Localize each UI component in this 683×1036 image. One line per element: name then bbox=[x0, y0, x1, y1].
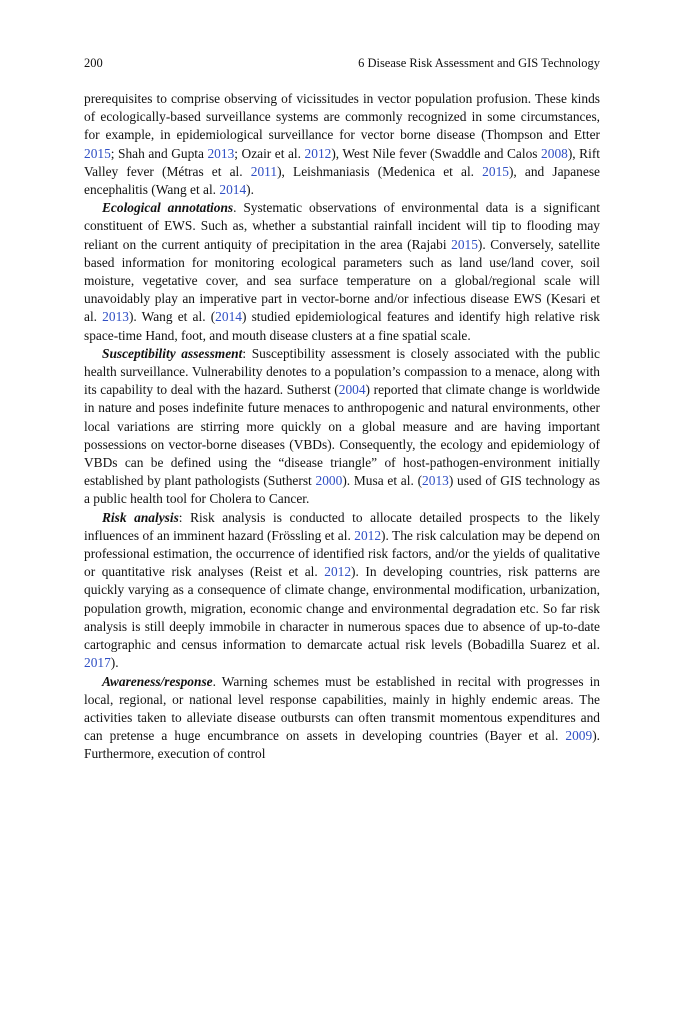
citation-link[interactable]: 2012 bbox=[354, 527, 382, 543]
citation-link[interactable]: 2015 bbox=[451, 236, 478, 252]
text-run: ) used of GIS technology as a public health tool for Cholera to Cancer. bbox=[84, 473, 600, 507]
page-number: 200 bbox=[84, 56, 103, 70]
citation-link[interactable]: 2000 bbox=[315, 473, 343, 489]
text-run: ). The risk calculation may be depend on professional estimation, the occurrence of identified risk factors, and/or the yields of qualitative or quantitative risk analyses (Reist et al. bbox=[84, 527, 600, 580]
text-run: ), Rift Valley fever (Métras et al. bbox=[84, 145, 601, 179]
citation-link[interactable]: 2014 bbox=[215, 309, 242, 325]
section-term: Risk analysis bbox=[102, 509, 179, 525]
text-run: ), Leishmaniasis (Medenica et al. bbox=[277, 163, 483, 179]
text-run: ). Wang et al. ( bbox=[128, 309, 216, 325]
text-run: ; Ozair et al. bbox=[234, 145, 305, 161]
section-term: Susceptibility assessment bbox=[102, 345, 243, 361]
text-run: ; Shah and Gupta bbox=[110, 145, 208, 161]
text-run: ). bbox=[110, 655, 119, 671]
citation-link[interactable]: 2011 bbox=[250, 163, 278, 179]
text-run: ). Furthermore, execution of control bbox=[84, 728, 600, 762]
citation-link[interactable]: 2012 bbox=[304, 145, 332, 161]
citation-link[interactable]: 2009 bbox=[565, 728, 593, 744]
citation-link[interactable]: 2015 bbox=[482, 163, 509, 179]
citation-link[interactable]: 2013 bbox=[102, 309, 129, 325]
text-run: prerequisites to comprise observing of vicissitudes in vector population profusion. These kinds of ecologically-based surveillance systems are commonly recognized in some circumstances, for example, in epidemiological surveillance for vector borne disease (Thompson and Etter bbox=[84, 91, 600, 143]
text-run: ) studied epidemiological features and identify high relative risk space-time Hand, foot, and mouth disease clusters at a fine spatial scale. bbox=[84, 309, 600, 343]
citation-link[interactable]: 2017 bbox=[84, 655, 111, 671]
running-title: 6 Disease Risk Assessment and GIS Technology bbox=[358, 56, 600, 70]
text-run: . Warning schemes must be established in recital with progresses in local, regional, or national level response capabilities, mainly in highly endemic areas. The activities taken to alleviate disease outbursts can often transmit momentous expenditures and can pretense a huge encumbrance on assets in developing countries (Bayer et al. bbox=[84, 673, 600, 744]
paragraph bbox=[84, 90, 600, 199]
citation-link[interactable]: 2004 bbox=[338, 382, 366, 398]
citation-link[interactable]: 2013 bbox=[207, 145, 235, 161]
page-header bbox=[84, 56, 600, 74]
paragraph bbox=[84, 345, 600, 509]
text-run: ). Conversely, satellite based information for monitoring ecological parameters such as land use/land cover, soil moisture, vegetative cover, and sea surface temperature on a global/regional scale will unavoidably play an imperative part in vector-borne and/or infectious disease EWS (Kesari et al. bbox=[84, 236, 600, 325]
text-run: ). bbox=[246, 182, 254, 198]
text-run: ). In developing countries, risk patterns are quickly varying as a consequence of climate change, environmental modification, urbanization, population growth, migration, economic change and environmental degradation etc. So far risk analysis is still deeply immobile in character in numerous spaces due to absence of up-to-date cartographic and census information to demarcate actual risk levels (Bobadilla Suarez et al. bbox=[84, 564, 600, 653]
body-text bbox=[84, 90, 600, 764]
text-run: ), and Japanese encephalitis (Wang et al. bbox=[84, 163, 600, 198]
text-run: ). Musa et al. ( bbox=[342, 473, 423, 489]
citation-link[interactable]: 2012 bbox=[324, 564, 352, 580]
section-term: Awareness/response bbox=[102, 673, 213, 689]
paragraph bbox=[84, 673, 600, 764]
citation-link[interactable]: 2013 bbox=[422, 473, 449, 489]
paragraph bbox=[84, 509, 600, 673]
text-run: : Risk analysis is conducted to allocate detailed prospects to the likely influences of an imminent hazard (Frössling et al. bbox=[84, 509, 600, 543]
paragraph bbox=[84, 199, 600, 345]
citation-link[interactable]: 2015 bbox=[84, 145, 111, 161]
text-run: ), West Nile fever (Swaddle and Calos bbox=[331, 145, 542, 161]
text-run: . Systematic observations of environmental data is a significant constituent of EWS. Such as, whether a substantial rainfall incident will tip to flooding may reliant on the current antiquity of precipitation in the area (Rajabi bbox=[84, 200, 600, 252]
citation-link[interactable]: 2008 bbox=[541, 145, 568, 161]
citation-link[interactable]: 2014 bbox=[219, 182, 247, 198]
section-term: Ecological annotations bbox=[102, 200, 234, 216]
text-run: ) reported that climate change is worldwide in nature and poses indefinite future menaces to anthropogenic and natural environments, other local variations are stirring more quickly on a global measure and are having important possessions on vector-borne diseases (VBDs). Consequently, the ecology and epidemiology of VBDs can be defined using the “disease triangle” of host-pathogen-environment initially established by plant pathologists (Sutherst bbox=[84, 382, 601, 489]
text-run: : Susceptibility assessment is closely associated with the public health surveillance. Vulnerability denotes to a population’s compassion to a menace, along with its capability to deal with the hazard. Sutherst ( bbox=[84, 345, 600, 398]
